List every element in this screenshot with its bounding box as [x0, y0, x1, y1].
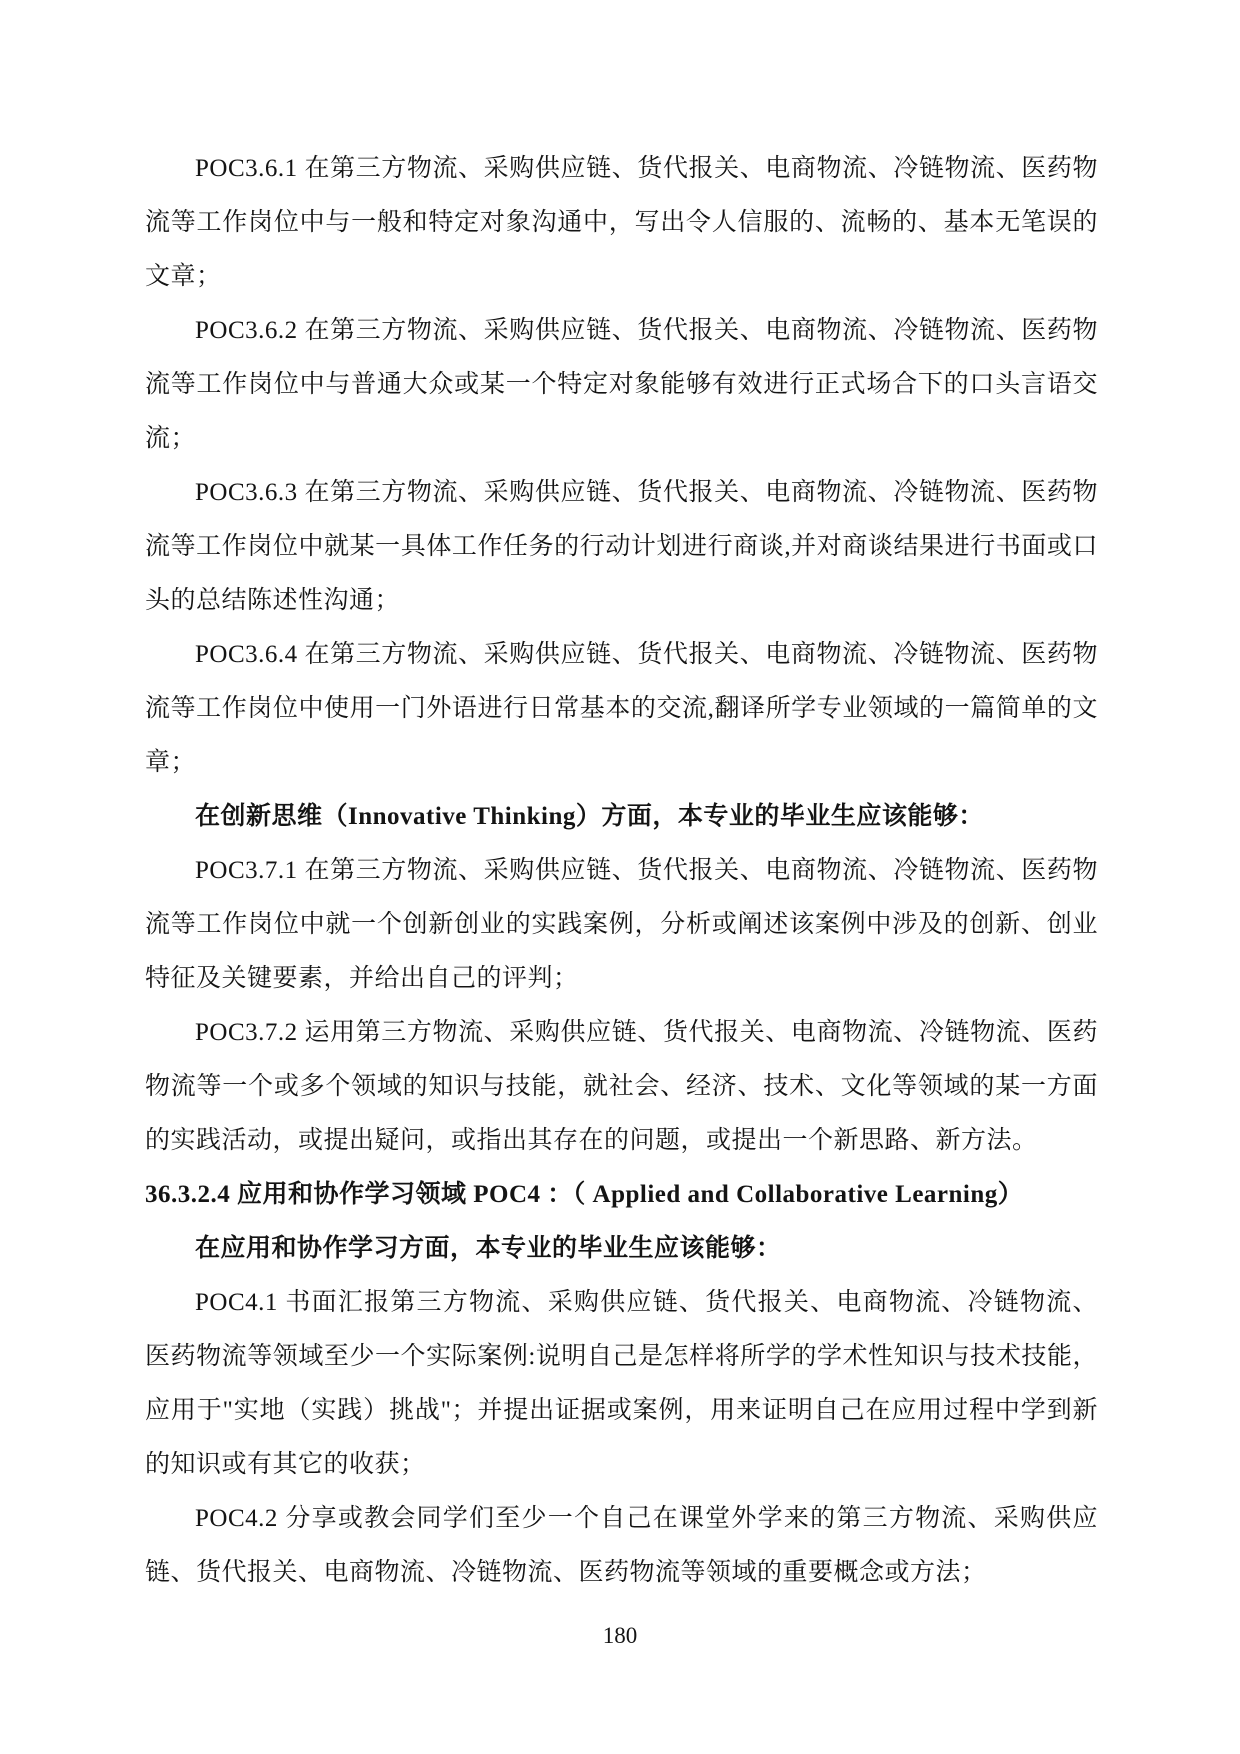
page-number: 180: [602, 1623, 638, 1648]
paragraph-poc-3-6-3: POC3.6.3 在第三方物流、采购供应链、货代报关、电商物流、冷链物流、医药物流等工作岗位中就某一具体工作任务的行动计划进行商谈,并对商谈结果进行书面或口头的总结陈述性沟通；: [145, 479, 1098, 614]
paragraph-poc-3-6-1: POC3.6.1 在第三方物流、采购供应链、货代报关、电商物流、冷链物流、医药物流等工作岗位中与一般和特定对象沟通中，写出令人信服的、流畅的、基本无笔误的文章；: [145, 155, 1098, 290]
heading-innovative-thinking: 在创新思维（Innovative Thinking）方面，本专业的毕业生应该能够：: [195, 803, 984, 830]
document-body: [145, 142, 1098, 1600]
paragraph-poc-3-6-4: POC3.6.4 在第三方物流、采购供应链、货代报关、电商物流、冷链物流、医药物流等工作岗位中使用一门外语进行日常基本的交流,翻译所学专业领域的一篇简单的文章；: [145, 641, 1098, 776]
paragraph-poc-3-7-2: POC3.7.2 运用第三方物流、采购供应链、货代报关、电商物流、冷链物流、医药物流等一个或多个领域的知识与技能，就社会、经济、技术、文化等领域的某一方面的实践活动，或提出疑问，或指出其存在的问题，或提出一个新思路、新方法。: [145, 1019, 1098, 1154]
paragraph-poc-4-1: POC4.1 书面汇报第三方物流、采购供应链、货代报关、电商物流、冷链物流、医药物流等领域至少一个实际案例:说明自己是怎样将所学的学术性知识与技术技能，应用于"实地（实践）挑战"；并提出证据或案例，用来证明自己在应用过程中学到新的知识或有其它的收获；: [145, 1289, 1098, 1478]
heading-applied-collaborative-learning: 在应用和协作学习方面，本专业的毕业生应该能够：: [195, 1235, 782, 1262]
section-heading-36-3-2-4: 36.3.2.4 应用和协作学习领域 POC4 ：（ Applied and Collaborative Learning）: [145, 1181, 1024, 1208]
paragraph-poc-3-7-1: POC3.7.1 在第三方物流、采购供应链、货代报关、电商物流、冷链物流、医药物流等工作岗位中就一个创新创业的实践案例，分析或阐述该案例中涉及的创新、创业特征及关键要素，并给出自己的评判；: [145, 857, 1098, 992]
paragraph-poc-4-2: POC4.2 分享或教会同学们至少一个自己在课堂外学来的第三方物流、采购供应链、货代报关、电商物流、冷链物流、医药物流等领域的重要概念或方法；: [145, 1505, 1098, 1586]
paragraph-poc-3-6-2: POC3.6.2 在第三方物流、采购供应链、货代报关、电商物流、冷链物流、医药物流等工作岗位中与普通大众或某一个特定对象能够有效进行正式场合下的口头言语交流；: [145, 317, 1098, 452]
